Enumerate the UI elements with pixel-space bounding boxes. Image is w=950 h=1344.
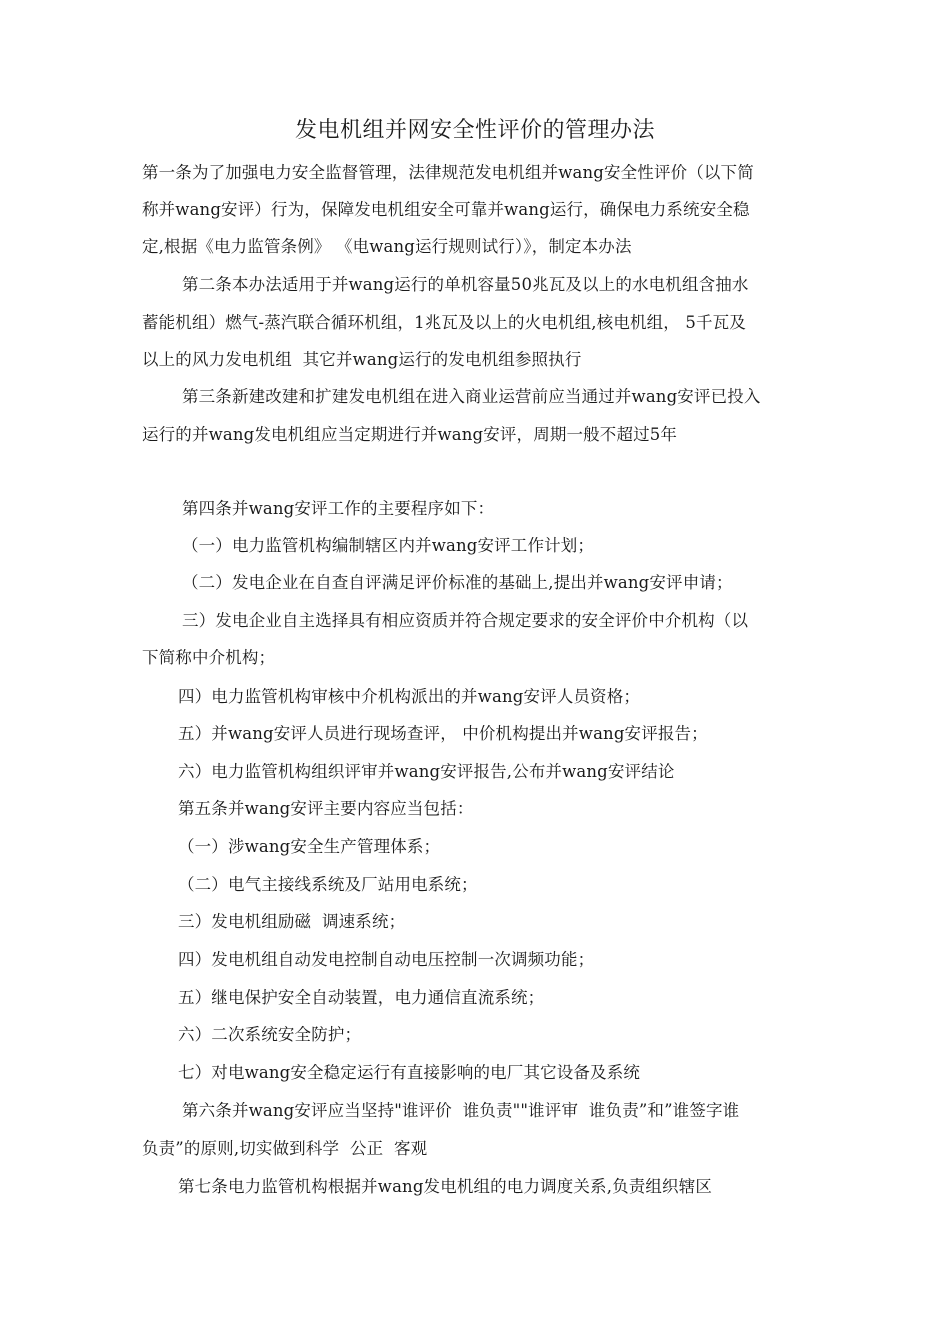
article-5-item-3: 三）发电机组励磁 调速系统； bbox=[178, 912, 406, 931]
article-5-item-7: 七）对电wang安全稳定运行有直接影响的电厂其它设备及系统 bbox=[178, 1063, 640, 1082]
article-5-item-1: （一）涉wang安全生产管理体系； bbox=[178, 837, 441, 856]
article-5-item-5: 五）继电保护安全自动装置，电力通信直流系统； bbox=[178, 988, 545, 1007]
article-6-line-2: 负责”的原则,切实做到科学 公正 客观 bbox=[142, 1139, 428, 1158]
article-4-item-3-line-1: 三）发电企业自主选择具有相应资质并符合规定要求的安全评价中介机构（以 bbox=[182, 611, 749, 630]
article-5-item-2: （二）电气主接线系统及厂站用电系统； bbox=[178, 875, 478, 894]
article-1-line-3: 定,根据《电力监管条例》 《电wang运行规则试行）》，制定本办法 bbox=[142, 237, 632, 256]
article-2-line-3: 以上的风力发电机组 其它并wang运行的发电机组参照执行 bbox=[142, 350, 582, 369]
article-4-item-2: （二）发电企业在自查自评满足评价标准的基础上,提出并wang安评申请； bbox=[182, 573, 733, 592]
article-4-heading: 第四条并wang安评工作的主要程序如下： bbox=[182, 499, 495, 518]
article-4-item-3-line-2: 下简称中介机构； bbox=[142, 648, 276, 667]
article-4-item-4: 四）电力监管机构审核中介机构派出的并wang安评人员资格； bbox=[178, 687, 640, 706]
article-7-line-1: 第七条电力监管机构根据并wang发电机组的电力调度关系,负责组织辖区 bbox=[178, 1177, 712, 1196]
article-3-line-2: 运行的并wang发电机组应当定期进行并wang安评，周期一般不超过5年 bbox=[142, 425, 678, 444]
article-4-item-5: 五）并wang安评人员进行现场查评， 中价机构提出并wang安评报告； bbox=[178, 724, 708, 743]
article-3-line-1: 第三条新建改建和扩建发电机组在进入商业运营前应当通过并wang安评已投入 bbox=[182, 387, 761, 406]
document-title: 发电机组并网安全性评价的管理办法 bbox=[294, 118, 655, 143]
article-6-line-1: 第六条并wang安评应当坚持"谁评价 谁负责""谁评审 谁负责”和”谁签字谁 bbox=[182, 1101, 740, 1120]
article-5-item-6: 六）二次系统安全防护； bbox=[178, 1025, 362, 1044]
article-5-heading: 第五条并wang安评主要内容应当包括： bbox=[178, 799, 474, 818]
article-1-line-2: 称并wang安评）行为，保障发电机组安全可靠并wang运行，确保电力系统安全稳 bbox=[142, 200, 750, 219]
article-5-item-4: 四）发电机组自动发电控制自动电压控制一次调频功能； bbox=[178, 950, 595, 969]
article-4-item-1: （一）电力监管机构编制辖区内并wang安评工作计划； bbox=[182, 536, 595, 555]
article-4-item-6: 六）电力监管机构组织评审并wang安评报告,公布并wang安评结论 bbox=[178, 762, 675, 781]
article-2-line-1: 第二条本办法适用于并wang运行的单机容量50兆瓦及以上的水电机组含抽水 bbox=[182, 275, 749, 294]
article-1-line-1: 第一条为了加强电力安全监督管理，法律规范发电机组并wang安全性评价（以下简 bbox=[142, 163, 754, 182]
article-2-line-2: 蓄能机组）燃气-蒸汽联合循环机组，1兆瓦及以上的火电机组,核电机组， 5千瓦及 bbox=[142, 313, 746, 332]
